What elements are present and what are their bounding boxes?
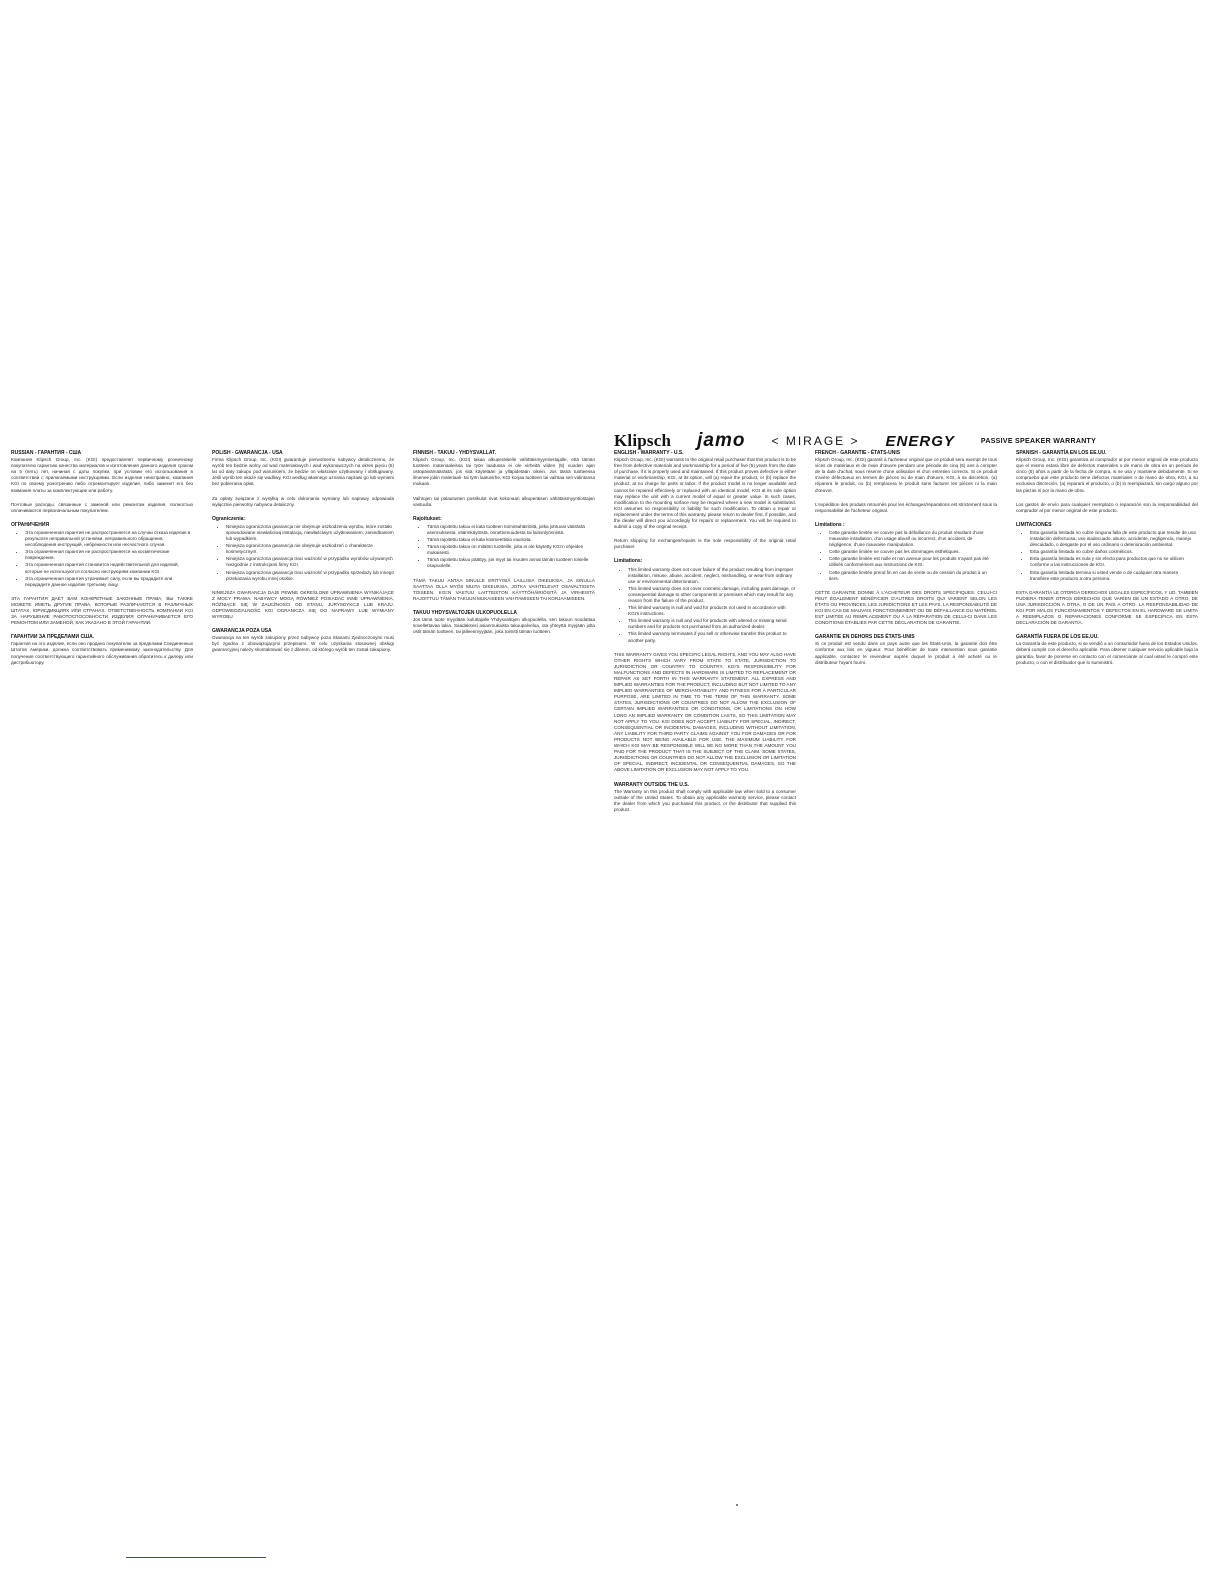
section-heading: TAKUU YHDYSVALTOJEN ULKOPUOLELLA: [413, 609, 517, 616]
list-item: • Эта ограниченная гарантия становится недействительной для изделий, которые не используются согласно инструкциям компании KGI.: [25, 562, 193, 574]
section-text: ЭТА ГАРАНТИЯ ДАЕТ ВАМ КОНКРЕТНЫЕ ЗАКОННЫЕ ПРАВА, ВЫ ТАКЖЕ МОЖЕТЕ ИМЕТЬ ДРУГИЕ ПРАВА, КОТОРЫЕ РАЗЛИЧАЮТСЯ В РАЗЛИЧНЫХ ШТАТАХ, ЮРИСДИКЦИЯХ ИЛИ СТРАНАХ. ОТВЕТСТВЕННОСТЬ КОМПАНИИ KGI ЗА НАРУШЕНИЕ РАБОТОСПОСОБНОСТИ ИЗДЕЛИЯ ОГРАНИЧИВАЕТСЯ ЕГО РЕМОНТОМ ИЛИ ЗАМЕНОЙ, КАК УКАЗАНО В ЭТОЙ ГАРАНТИИ.: [11, 595, 193, 626]
warranty-section: [1016, 590, 1198, 627]
section-heading: GARANTIE EN DEHORS DES ÉTATS-UNIS: [815, 634, 915, 641]
warranty-section: [413, 450, 595, 488]
section-text: Почтовые расходы, связанные с заменой или ремонтом изделия, полностью оплачиваются первоначальным покупателем.: [11, 501, 193, 513]
warranty-section: [413, 496, 595, 508]
section-text: Гарантия на это изделие, если оно продано покупателю за пределами Соединенных Штатов Америки, должна соответствовать применимому законодательству. Для получения соответствующего гарантийного обслуживания обратитесь к дилеру или дистрибьютору.: [11, 641, 193, 665]
column-french: [815, 450, 997, 674]
list-item: • This limited warranty terminates if you sell or otherwise transfer this product to another party.: [628, 631, 796, 643]
list-item: • Esta garantía limitada es nula y sin efecto para productos que no se utilicen conforme a las instrucciones de KGI.: [1030, 556, 1198, 568]
section-heading: Rajoitukset:: [413, 515, 442, 522]
warranty-section: [413, 610, 595, 635]
section-heading: Limitations :: [815, 521, 845, 528]
warranty-section: [212, 516, 394, 582]
section-heading: ГАРАНТИИ ЗА ПРЕДЕЛАМИ США.: [11, 634, 95, 641]
list-item: • Эта ограниченная гарантия не распространяется на случаи отказа изделия в результате неправильной установки, неправильного обращения, несоблюдения инструкций, небрежности или несчастного случая.: [25, 530, 193, 548]
warranty-section: [614, 782, 796, 813]
list-item: • Cette garantie limitée ne couvre pas la défaillance du produit résultant d'une mauvaise installation, d'un usage abusif ou incorrect, d'un accident, de négligence, d'une mauvaise manipulation.: [829, 530, 997, 548]
section-text: Klipsch Group, Inc. (KGI) garantiza al comprador al por menor original de este producto que el mismo estará libre de defectos materiales o de mano de obra en un período de cinco (5) años a partir de la fecha de compra, si se usa y mantiene debidamente. Si se comprueba que este producto tiene defectos materiales o de mano de obra, KGI, a su exclusiva discreción, (a) reparará el producto, o (b) lo reemplazará, sin cargo alguno por las piezas ni por la mano de obra.: [1016, 457, 1198, 493]
limitations-list: [212, 524, 394, 582]
list-item: • Niniejsza ograniczona gwarancja traci ważność w przypadku wyrobów używanych niezgodnie z instrukcjami firmy KGI.: [226, 556, 394, 568]
warranty-section: [1016, 522, 1198, 582]
list-item: • Cette garantie limitée prend fin en cas de vente ou de cession du produit à un tiers.: [829, 570, 997, 582]
limitations-list: [614, 567, 796, 644]
section-text: Vaihtojen tai palautusten postikulut ovat kokonaan alkuperäisen vähittäismyyntiostajan vastuulla.: [413, 495, 595, 507]
section-text: Klipsch Group, Inc. (KGI) warrants to the original retail purchaser that this product is to be free from defective materials and workmanship for a period of five (5) years from the date of purchase, if it is properly used and maintained. If this product proves defective in either material or workmanship, KGI, at its option, will (a) repair the product, or (b) replace the product, at no charge for parts or labor. If the product model is no longer available and cannot be repaired effectively or replaced with an identical model, KGI at its sole option may replace the unit with a current model of equal or greater value. In such cases, modification to the mounting surface may be required where a new model is substituted. KGI assumes no responsibility or liability for such modification. To obtain a repair or replacement under the terms of this warranty, please return to dealer first, if possible, and the dealer will direct you accordingly for repairs or replacement. You will be required to submit a copy of the original receipt.: [614, 457, 796, 530]
column-polish: [212, 450, 394, 662]
list-item: • Cette garantie limitée ne couvre pas les dommages esthétiques.: [829, 549, 997, 555]
section-text: Return shipping for exchanges/repairs is the sole responsibility of the original retail purchaser.: [614, 538, 796, 550]
list-item: • Tämä rajoitettu takuu on mitätön tuotteille, joita ei ole käytetty KGI:n ohjeiden mukaisesti.: [427, 544, 595, 556]
jamo-logo: jamo: [697, 430, 746, 451]
section-heading: ОГРАНИЧЕНИЯ: [11, 521, 50, 528]
warranty-section: [815, 450, 997, 494]
section-text: Si ce produit est vendu dans un pays autre que les États-Unis, la garantie doit être conforme aux lois en vigueur. Pour bénéficier de toute intervention sous garantie applicable, contactez le revendeur auprès duquel le produit a été acheté ou le distributeur l'ayant fourni.: [815, 641, 997, 665]
section-text: The Warranty on this product shall comply with applicable law when sold to a consumer outside of the United States. To obtain any applicable warranty service, please contact the dealer from which you purchased this product, or the distributor that supplied this product.: [614, 788, 796, 812]
warranty-section: [413, 516, 595, 570]
section-heading: LIMITACIONES: [1016, 521, 1052, 528]
energy-logo: ENERGY: [885, 432, 955, 450]
warranty-section: [815, 590, 997, 627]
section-text: THIS WARRANTY GIVES YOU SPECIFIC LEGAL RIGHTS, AND YOU MAY ALSO HAVE OTHER RIGHTS WHICH VARY FROM STATE TO STATE, JURISDICTION TO JURISDICTION OR COUNTRY TO COUNTRY. KGI'S RESPONSIBILITY FOR MALFUNCTIONS AND DEFECTS IN HARDWARE IS LIMITED TO REPLACEMENT OR REPAIR AS SET FORTH IN THIS WARRANTY STATEMENT. ALL EXPRESS AND IMPLIED WARRANTIES FOR THE PRODUCT, INCLUDING BUT NOT LIMITED TO ANY IMPLIED WARRANTIES OF MERCHANTABILITY AND FITNESS FOR A PARTICULAR PURPOSE, ARE LIMITED IN TIME TO THE TERM OF THIS WARRANTY. SOME STATES, JURISDICTIONS OR COUNTRIES DO NOT ALLOW THE EXCLUSION OF CERTAIN IMPLIED WARRANTIES OR CONDITIONS, OR LIMITATIONS ON HOW LONG AN IMPLIED WARRANTY OR CONDITION LASTS, SO THIS LIMITATION MAY NOT APPLY TO YOU. KGI DOES NOT ACCEPT LIABILITY FOR SPECIAL, INDIRECT, CONSEQUENTIAL OR INCIDENTAL DAMAGES, INCLUDING WITHOUT LIMITATION, ANY LIABILITY FOR THIRD PARTY CLAIMS AGAINST YOU FOR DAMAGES OR FOR PRODUCTS NOT BEING AVAILABLE FOR USE. THE MAXIMUM LIABILITY FOR WHICH KGI MAY BE RESPONSIBLE WILL BE NO MORE THAN THE AMOUNT YOU PAID FOR THE PRODUCT THAT IS THE SUBJECT OF THE CLAIM. SOME STATES, JURISDICTIONS OR COUNTRIES DO NOT ALLOW THE EXCLUSION OR LIMITATION OF SPECIAL, INDIRECT, INCIDENTAL OR CONSEQUENTIAL DAMAGES, SO THE ABOVE LIMITATION OR EXCLUSION MAY NOT APPLY TO YOU.: [614, 651, 796, 773]
list-item: • This limited warranty does not cover failure of the product resulting from improper installation, misuse, abuse, accident, neglect, mishandling, or wear from ordinary use or environmental deterioration.: [628, 567, 796, 585]
section-text: La Garantía de este producto, si se vendió a un consumidor fuera de los Estados Unidos, deberá cumplir con el derecho aplicable. Para obtener cualquier servicio aplicable bajo la garantía, favor de ponerse en contacto con el comerciante al cual usted le compró este producto, o con el distribuidor que lo suministró.: [1016, 641, 1198, 665]
column-russian: [11, 450, 193, 674]
warranty-section: [815, 502, 997, 514]
section-text: Klipsch Group, Inc. (KGI) takaa alkuperäiselle vähittäismyyntiostajalle, että tämän tuotteen materiaaleissa tai työn laadussa ei ole virheitä viiden (5) vuoden ajan ostopäivämäärästä, jos sitä käytetään ja ylläpidetään oikein. Jos tässä tuotteessa ilmenee jokin materiaali- tai työn laatuvirhe, KGI korjaa tuotteen tai vaihtaa sen valintansa mukaan.: [413, 457, 595, 487]
warranty-section: [1016, 450, 1198, 494]
column-english: [614, 450, 796, 821]
mirage-logo: < MIRAGE >: [771, 434, 860, 448]
limitations-list: [1016, 530, 1198, 582]
document-title: PASSIVE SPEAKER WARRANTY: [980, 437, 1097, 445]
section-heading: FINNISH - TAKUU - YHDYSVALLAT.: [413, 450, 496, 456]
klipsch-logo: Klipsch: [614, 431, 672, 450]
limitations-list: [11, 530, 193, 588]
section-heading: RUSSIAN - ГАРАНТИЯ - США: [11, 450, 82, 456]
section-text: Klipsch Group, Inc. (KGI) garantit à l'acheteur original que ce produit sera exempt de tous vices de matériaux et de main d'œuvre pendant une période de cinq (5) ans à compter de la date d'achat, sous réserve d'une utilisation et d'un entretien corrects. Si ce produit s'avère défectueux en termes de pièces ou de main d'œuvre, KGI, à sa discrétion, (a) réparera le produit, ou (b) remplacera le produit sans facturer les pièces ni la main d'œuvre.: [815, 457, 997, 493]
section-heading: Ograniczenia:: [212, 515, 246, 522]
list-item: • This limited warranty is null and void for products not used in accordance with KGI's instructions.: [628, 605, 796, 617]
section-text: NINIEJSZA GWARANCJA DAJE PEWNE OKREŚLONE UPRAWNIENIA WYNIKAJĄCE Z MOCY PRAWA. NABYWCY MOGĄ RÓWNIEŻ POSIADAĆ INNE UPRAWNIENIA, RÓŻNIĄCE SIĘ W ZALEŻNOŚCI OD STANU, JURYSDYKCJI LUB KRAJU. ODPOWIEDZIALNOŚĆ KGI OGRANICZA SIĘ DO NAPRAWY LUB WYMIANY WYROBU.: [212, 589, 394, 620]
section-text: CETTE GARANTIE DONNE À L'ACHETEUR DES DROITS SPÉCIFIQUES. CELUI-CI PEUT ÉGALEMENT BÉNÉFICIER D'AUTRES DROITS QUI VARIENT SELON LES ÉTATS OU PROVINCES, LES JURIDICTIONS ET LES PAYS. LA RESPONSABILITÉ DE KGI EN CAS DE MAUVAIS FONCTIONNEMENT OU DE DÉFAILLANCE DU MATÉRIEL EST LIMITÉE AU REMPLACEMENT OU À LA RÉPARATION DE CELUI-CI DANS LES CONDITIONS ÉTABLIES PAR CETTE DÉCLARATION DE GARANTIE.: [815, 589, 997, 626]
list-item: • Esta garantía limitada no cubre daños cosméticos.: [1030, 549, 1198, 555]
warranty-section: [212, 450, 394, 488]
list-item: • Niniejsza ograniczona gwarancja nie obejmuje uszkodzeń o charakterze kosmetycznym.: [226, 543, 394, 555]
section-text: Компания Klipsch Group, Inc. (KGI) предоставляет первичному розничному покупателю гарантию качества материалов и изготовления данного изделия сроком на 5 (пять) лет, начиная с даты покупки, при условии его использования в соответствии с прилагаемыми инструкциями. Если изделие неисправно, компания KGI по своему усмотрению либо отремонтирует изделие, либо заменит его без взимания платы за комплектующие или работу.: [11, 457, 193, 493]
section-text: Za opłaty związane z wysyłką w celu dokonania wymiany lub naprawy odpowiada wyłącznie pierwotny nabywca detaliczny.: [212, 495, 394, 507]
list-item: • Esta garantía limitada no cubre ninguna falla de este producto que resulte de una instalación defectuosa, uso inadecuado, abuso, accidente, negligencia, manejo descuidado, o desgaste por el uso ordinario o deterioración ambiental.: [1030, 530, 1198, 548]
page-mark: [736, 1504, 738, 1506]
limitations-list: [413, 524, 595, 570]
list-item: • Tämä rajoitettu takuu ei kata tuotteen toimintahäiriöitä, jotka johtuvat väärästä asennuksesta, väärinkäytöstä, onnettomuudesta tai laiminlyönnistä.: [427, 524, 595, 536]
section-text: Gwarancja na ten wyrób zakupiony przez nabywcę poza Stanami Zjednoczonymi musi być zgodna z obowiązującymi przepisami. W celu uzyskania stosownej obsługi gwarancyjnej należy skontaktować się z dilerem, od którego wyrób ten został zakupiony.: [212, 635, 394, 653]
list-item: • Esta garantía limitada termina si usted vende o de cualquier otra manera transfiere este producto a otra persona.: [1030, 570, 1198, 582]
warranty-section: [11, 522, 193, 588]
section-text: Los gastos de envío para cualquier reemplazo o reparación son la responsabilidad del comprador al por menor original de este producto.: [1016, 501, 1198, 513]
warranty-section: [614, 450, 796, 530]
warranty-section: [614, 652, 796, 774]
section-heading: GARANTÍA FUERA DE LOS EE.UU.: [1016, 634, 1099, 641]
section-text: Firma Klipsch Group, Inc. (KGI) gwarantuje pierwotnemu nabywcy detalicznemu, że wyrób ten będzie wolny od wad materiałowych i wad wykonawczych na okres pięciu (5) lat od daty zakupu pod warunkiem, że będzie on właściwie użytkowany i obsługiwany. Jeśli wyrób ten okaże się wadliwy, KGI według własnego uznania naprawi go lub wymieni bez pobierania opłat.: [212, 457, 394, 487]
warranty-section: [11, 502, 193, 514]
warranty-section: [212, 590, 394, 620]
warranty-section: [614, 558, 796, 643]
section-heading: WARRANTY OUTSIDE THE U.S.: [614, 781, 689, 788]
list-item: • Cette garantie limitée est nulle et non avenue pour les produits n'ayant pas été utilisés conformément aux instructions de KGI.: [829, 556, 997, 568]
warranty-section: [413, 578, 595, 602]
brand-header: [614, 430, 1214, 452]
section-heading: ENGLISH - WARRANTY - U.S.: [614, 450, 684, 456]
section-text: Jos tämä tuote myydään kuluttajalle Yhdysvaltojen ulkopuolella, sen takuun noudattaa sovellettavaa lakia. Saadaksesi asianmukaista takuupalvelua, ota yhteyttä myyjään jolta ostit tämän tuotteen, tai jälleenmyyjään, joka toimitti tämän tuotteen.: [413, 616, 595, 635]
list-item: • Tämä rajoitettu takuu päättyy, jos myyt tai muuten annat tämän tuotteen toiselle osapuolelle.: [427, 557, 595, 569]
section-text: TÄMÄ TAKUU ANTAA SINULLE ERITYISIÄ LAILLISIA OIKEUKSIA, JA SINULLA SAATTAA OLLA MYÖS MUITA OIKEUKSIA, JOTKA VAIHTELEVAT OSAVALTIOSTA TOISEEN. KGI:N VASTUU LAITTEISTON KÄYTTÖHÄIRIÖISTÄ JA VIRHEISTÄ RAJOITTUU TÄMÄN TAKUUN MUKAISEEN VAIHTAMISEEN TAI KORJAAMISEEN.: [413, 577, 595, 601]
list-item: • This limited warranty does not cover cosmetic damage, including paint damage, or consequential damage to other components or premises which may result for any reason from the failure of the product.: [628, 586, 796, 604]
warranty-section: [815, 634, 997, 665]
section-heading: FRENCH - GARANTIE - ÉTATS-UNIS: [815, 450, 901, 456]
warranty-section: [815, 522, 997, 582]
list-item: • Niniejsza ograniczona gwarancja traci ważność w przypadku sprzedaży lub innego przekazania wyrobu innej osobie.: [226, 570, 394, 582]
limitations-list: [815, 530, 997, 582]
warranty-section: [212, 496, 394, 508]
warranty-section: [614, 538, 796, 550]
section-heading: GWARANCJA POZA USA: [212, 628, 272, 635]
section-heading: SPANISH - GARANTÍA EN LOS EE.UU.: [1016, 450, 1107, 456]
list-item: • Niniejsza ograniczona gwarancja nie obejmuje uszkodzenia wyrobu, które zostało spowodowane niewłaściwą instalacją, niewłaściwym użytkowaniem, zaniedbaniem lub wypadkiem.: [226, 524, 394, 542]
list-item: • Эта ограниченная гарантия не распространяется на косметические повреждения.: [25, 549, 193, 561]
list-item: • This limited warranty is null and void for products with altered or missing serial numbers and for products not purchased from an authorized dealer.: [628, 618, 796, 630]
warranty-section: [11, 634, 193, 665]
list-item: • Tämä rajoitettu takuu ei kata kosmeettisia vaurioita.: [427, 537, 595, 543]
warranty-section: [11, 450, 193, 494]
column-finnish: [413, 450, 595, 643]
list-item: • Эта ограниченная гарантия утрачивает силу, если вы продадите или передадите данное изделие третьему лицу.: [25, 576, 193, 588]
bottom-rule: [126, 1557, 266, 1558]
section-text: ESTA GARANTÍA LE OTORGA DERECHOS LEGALES ESPECÍFICOS, Y UD. TAMBIÉN PUDIERA TENER OTROS DERECHOS QUE VARÍEN DE UN ESTADO A OTRO, DE UNA JURISDICCIÓN A OTRA, O DE UN PAÍS A OTRO. LA RESPONSABILIDAD DE KGI POR MALOS FUNCIONAMIENTOS Y DEFECTOS EN EL HARDWARE SE LIMITA A REEMPLAZOS O REPARACIONES CONFORME SE ESPECIFICA EN ESTA DECLARACIÓN DE GARANTÍA.: [1016, 589, 1198, 626]
warranty-section: [1016, 634, 1198, 665]
section-heading: POLISH - GWARANCJA - USA: [212, 450, 283, 456]
warranty-section: [212, 628, 394, 653]
warranty-section: [1016, 502, 1198, 514]
warranty-section: [11, 596, 193, 626]
section-text: L'expédition des produits retournés pour les échanges/réparations est strictement sous la responsabilité de l'acheteur original.: [815, 501, 997, 513]
column-spanish: [1016, 450, 1198, 674]
section-heading: Limitations:: [614, 558, 643, 565]
